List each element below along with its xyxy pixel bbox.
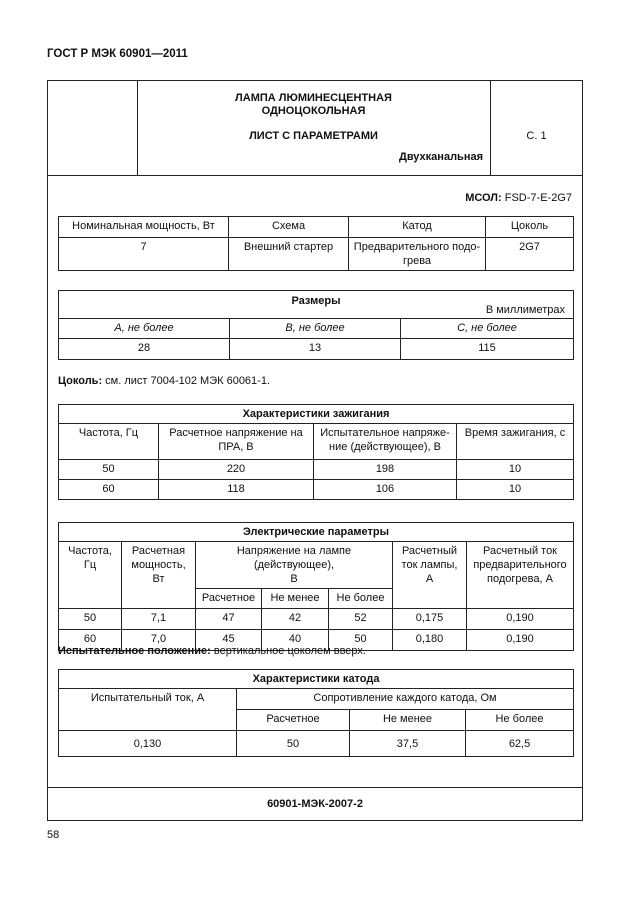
dimensions-header-b: B, не более	[230, 319, 401, 339]
ignition-header-test	[314, 424, 457, 460]
title-divider-right	[490, 80, 491, 176]
dimensions-header-c: C, не более	[401, 319, 574, 339]
sheet-page: С. 1	[526, 130, 547, 142]
electrical-sub-max: Не более	[329, 589, 393, 609]
ignition-cell: 60	[59, 480, 159, 500]
cathode-header-resistance: Сопротивление каждого катода, Ом	[237, 689, 574, 710]
electrical-cell: 47	[196, 609, 262, 630]
electrical-header-current	[393, 542, 467, 609]
electrical-header-voltage	[196, 542, 393, 589]
ignition-cell: 106	[314, 480, 457, 500]
electrical-cell: 45	[196, 630, 262, 651]
electrical-header-preheat-line3: подогрева, А	[487, 573, 553, 585]
cathode-sub-nominal: Расчетное	[237, 710, 350, 731]
electrical-header-freq-line1: Частота,	[68, 545, 112, 557]
cap-note	[58, 375, 270, 387]
electrical-cell: 0,175	[393, 609, 467, 630]
cap-note-label: Цоколь:	[58, 375, 103, 387]
electrical-header-current-line2: ток лампы,	[401, 559, 458, 571]
electrical-cell: 7,0	[122, 630, 196, 651]
ignition-table	[58, 404, 574, 500]
ignition-cell: 220	[159, 460, 314, 480]
electrical-cell: 7,1	[122, 609, 196, 630]
general-table	[58, 216, 574, 271]
ignition-cell: 198	[314, 460, 457, 480]
cathode-value-max: 62,5	[466, 731, 574, 757]
dimensions-value-b: 13	[230, 339, 401, 360]
cathode-sub-min: Не менее	[350, 710, 466, 731]
test-position-note	[58, 645, 366, 657]
test-position-text: вертикальное цоколем вверх.	[213, 645, 366, 657]
lamp-title-line1: ЛАМПА ЛЮМИНЕСЦЕНТНАЯ	[235, 92, 392, 104]
ignition-header-nominal	[159, 424, 314, 460]
title-bottom-line	[47, 175, 583, 176]
general-value-cap: 2G7	[486, 238, 574, 271]
electrical-header-current-line3: А	[425, 573, 434, 585]
electrical-header-preheat-line2: предварительного	[473, 559, 567, 571]
cathode-title: Характеристики катода	[59, 670, 574, 689]
dimensions-table	[58, 290, 574, 360]
cathode-header-current: Испытательный ток, А	[59, 689, 237, 731]
ignition-header-nominal-line2: ПРА, В	[218, 441, 254, 453]
ignition-cell: 118	[159, 480, 314, 500]
standard-header: ГОСТ Р МЭК 60901—2011	[47, 48, 188, 60]
sheet-code: 60901-МЭК-2007-2	[267, 798, 363, 810]
cathode-table	[58, 669, 574, 757]
electrical-cell: 50	[59, 609, 122, 630]
electrical-header-freq-line2: Гц	[83, 559, 97, 571]
electrical-sub-min: Не менее	[262, 589, 329, 609]
electrical-cell: 0,180	[393, 630, 467, 651]
electrical-header-power-line3: Вт	[152, 573, 165, 585]
dimensions-title-cell	[59, 291, 574, 319]
electrical-header-current-line1: Расчетный	[401, 545, 458, 557]
electrical-header-voltage-line2: В	[290, 573, 298, 585]
dimensions-header-a: A, не более	[59, 319, 230, 339]
electrical-cell: 52	[329, 609, 393, 630]
general-value-power: 7	[59, 238, 229, 271]
electrical-cell: 60	[59, 630, 122, 651]
electrical-header-preheat	[467, 542, 574, 609]
electrical-table	[58, 522, 574, 651]
electrical-header-power	[122, 542, 196, 609]
ignition-cell: 50	[59, 460, 159, 480]
mcol-line	[465, 192, 572, 204]
electrical-header-power-line1: Расчетная	[131, 545, 186, 557]
general-header-cap: Цоколь	[486, 217, 574, 238]
electrical-header-freq	[59, 542, 122, 609]
cap-note-text: см. лист 7004-102 МЭК 60061-1.	[105, 375, 271, 387]
cathode-value-min: 37,5	[350, 731, 466, 757]
mcol-value: FSD-7-E-2G7	[504, 192, 572, 204]
electrical-cell: 50	[329, 630, 393, 651]
electrical-title: Электрические параметры	[59, 523, 574, 542]
general-value-scheme: Внешний стартер	[229, 238, 349, 271]
cathode-value-current: 0,130	[59, 731, 237, 757]
ignition-header-test-line2: ние (действующее), В	[329, 441, 441, 453]
electrical-cell: 0,190	[467, 609, 574, 630]
cathode-value-nominal: 50	[237, 731, 350, 757]
dimensions-value-c: 115	[401, 339, 574, 360]
electrical-sub-nominal: Расчетное	[196, 589, 262, 609]
mcol-label: МСОЛ:	[465, 192, 502, 204]
general-value-cathode-line2: грева	[402, 255, 432, 267]
dimensions-title: Размеры	[291, 295, 341, 307]
electrical-header-preheat-line1: Расчетный ток	[482, 545, 557, 557]
footer-line	[47, 787, 583, 788]
general-header-cathode: Катод	[349, 217, 486, 238]
lamp-title-line2: ОДНОЦОКОЛЬНАЯ	[261, 105, 366, 117]
electrical-cell: 0,190	[467, 630, 574, 651]
electrical-cell: 42	[262, 609, 329, 630]
sheet-title: ЛИСТ С ПАРАМЕТРАМИ	[249, 130, 378, 142]
dimensions-value-a: 28	[59, 339, 230, 360]
ignition-header-test-line1: Испытательное напряже-	[320, 427, 450, 439]
ignition-header-nominal-line1: Расчетное напряжение на	[169, 427, 303, 439]
test-position-label: Испытательное положение:	[58, 645, 211, 657]
general-header-power: Номинальная мощность, Вт	[59, 217, 229, 238]
general-value-cathode-line1: Предварительного подо-	[353, 241, 481, 253]
lamp-type: Двухканальная	[398, 151, 483, 163]
ignition-header-time: Время зажигания, с	[457, 424, 574, 460]
general-value-cathode	[349, 238, 486, 271]
electrical-header-voltage-line1: Напряжение на лампе (действующее),	[236, 545, 352, 571]
lamp-title	[137, 92, 490, 118]
dimensions-unit: В миллиметрах	[485, 304, 565, 316]
ignition-header-freq: Частота, Гц	[59, 424, 159, 460]
ignition-title: Характеристики зажигания	[59, 405, 574, 424]
cathode-sub-max: Не более	[466, 710, 574, 731]
ignition-cell: 10	[457, 460, 574, 480]
electrical-header-power-line2: мощность,	[131, 559, 186, 571]
general-header-scheme: Схема	[229, 217, 349, 238]
page-number: 58	[47, 829, 60, 841]
ignition-cell: 10	[457, 480, 574, 500]
electrical-cell: 40	[262, 630, 329, 651]
